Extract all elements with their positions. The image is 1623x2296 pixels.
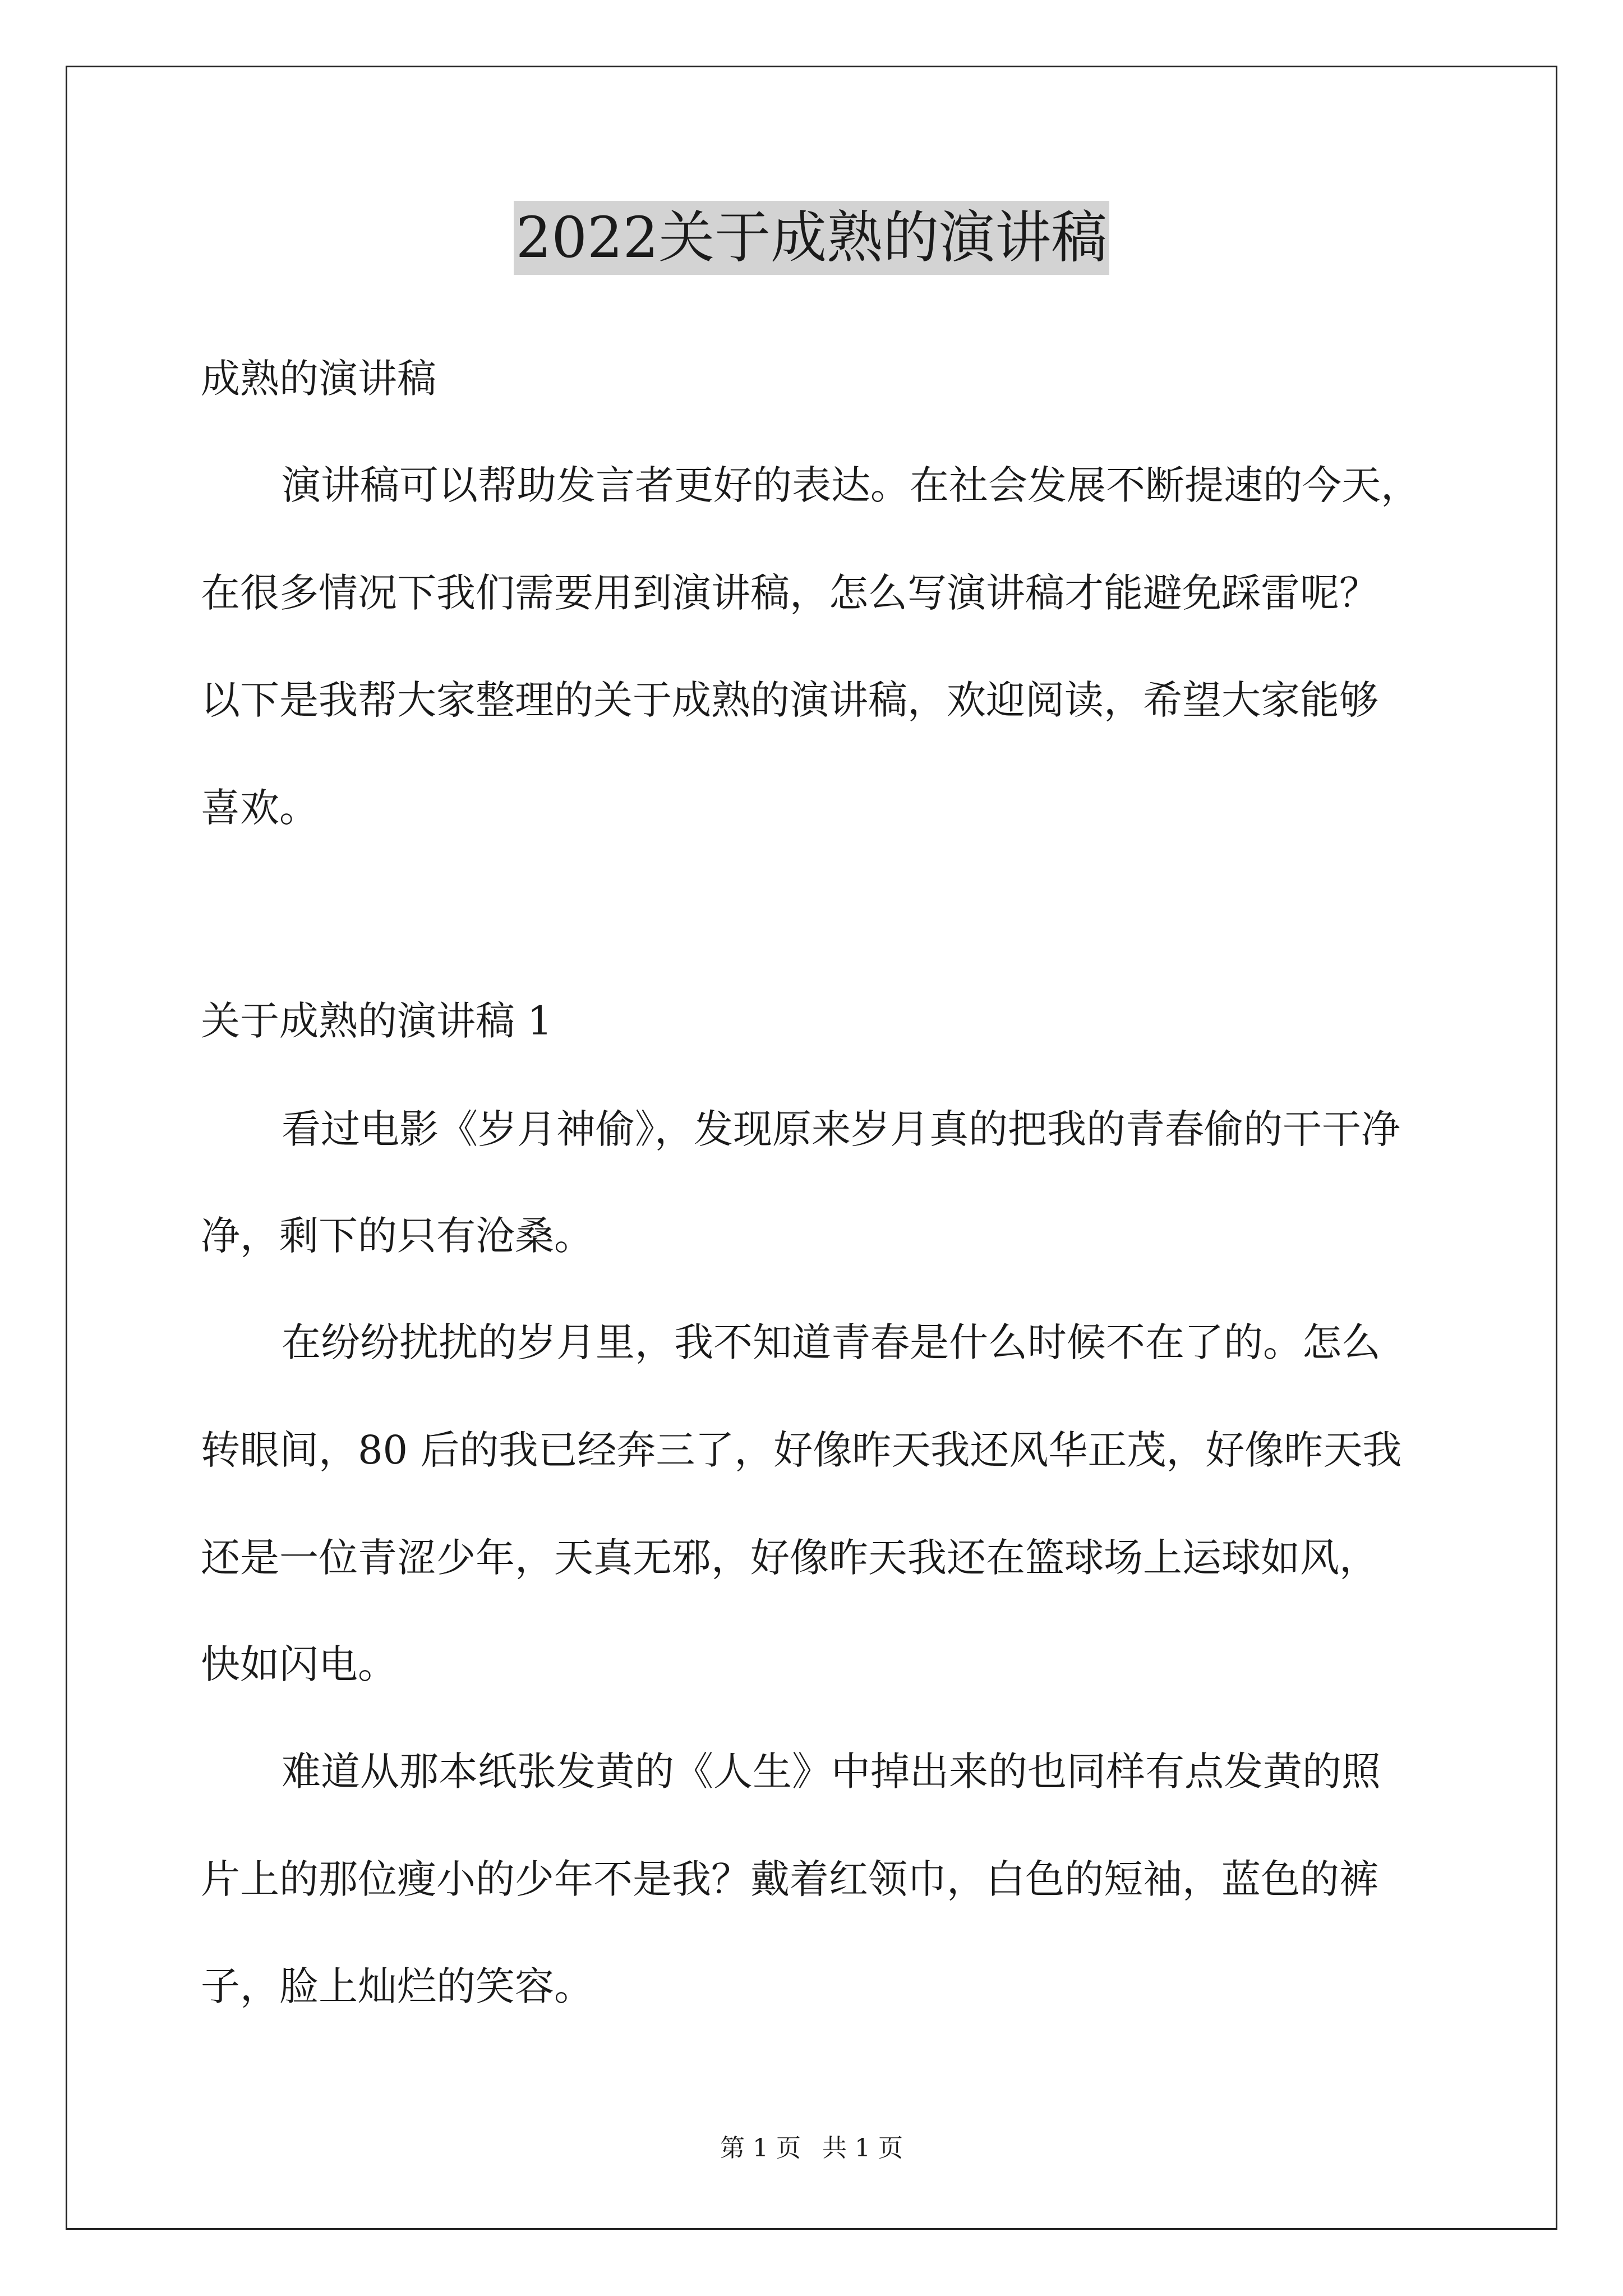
paragraph-line: 净，剩下的只有沧桑。 bbox=[201, 1213, 593, 1259]
paragraph-line: 看过电影《岁月神偷》，发现原来岁月真的把我的青春偷的干干净 bbox=[282, 1106, 1400, 1152]
page-number: 第 1 页 bbox=[720, 2134, 801, 2162]
document-title: 2022关于成熟的演讲稿 bbox=[514, 201, 1110, 275]
paragraph-line: 喜欢。 bbox=[201, 785, 319, 831]
paragraph-line: 在很多情况下我们需要用到演讲稿，怎么写演讲稿才能避免踩雷呢？ bbox=[201, 570, 1378, 616]
paragraph-line: 片上的那位瘦小的少年不是我？戴着红领巾，白色的短袖，蓝色的裤 bbox=[201, 1856, 1378, 1902]
paragraph-line: 演讲稿可以帮助发言者更好的表达。在社会发展不断提速的今天， bbox=[282, 462, 1420, 508]
paragraph-line: 还是一位青涩少年，天真无邪，好像昨天我还在篮球场上运球如风， bbox=[201, 1535, 1378, 1581]
paragraph-line: 快如闪电。 bbox=[201, 1641, 397, 1687]
paragraph-line: 难道从那本纸张发黄的《人生》中掉出来的也同样有点发黄的照 bbox=[282, 1749, 1381, 1795]
document-title-wrapper bbox=[0, 201, 1623, 275]
section-heading: 关于成熟的演讲稿 1 bbox=[201, 998, 552, 1044]
page-total: 共 1 页 bbox=[822, 2134, 903, 2162]
section-heading: 成熟的演讲稿 bbox=[201, 356, 436, 402]
paragraph-line: 转眼间，80 后的我已经奔三了，好像昨天我还风华正茂，好像昨天我 bbox=[201, 1427, 1402, 1473]
paragraph-line: 以下是我帮大家整理的关于成熟的演讲稿，欢迎阅读，希望大家能够 bbox=[201, 677, 1378, 723]
paragraph-line: 在纷纷扰扰的岁月里，我不知道青春是什么时候不在了的。怎么 bbox=[282, 1319, 1381, 1365]
paragraph-line: 子，脸上灿烂的笑容。 bbox=[201, 1963, 593, 2009]
page-footer bbox=[0, 2132, 1623, 2165]
